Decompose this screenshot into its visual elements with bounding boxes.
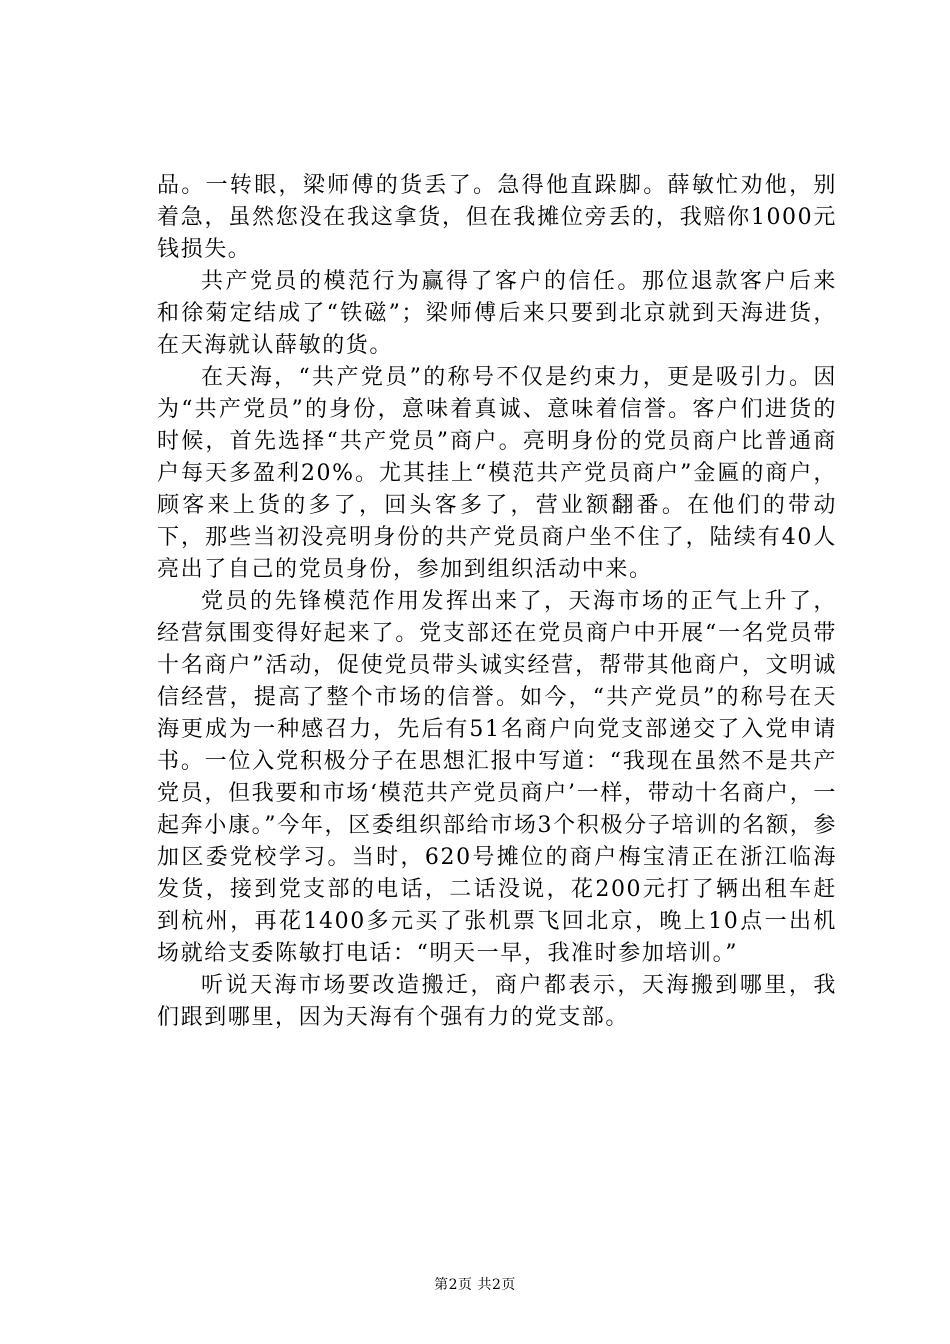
paragraph: 听说天海市场要改造搬迁，商户都表示，天海搬到哪里，我们跟到哪里，因为天海有个强有力的党支部。 (157, 973, 837, 1030)
paragraph: 共产党员的模范行为赢得了客户的信任。那位退款客户后来和徐菊定结成了“铁磁”；梁师傅后来只要到北京就到天海进货，在天海就认薛敏的货。 (157, 269, 837, 358)
paragraph: 党员的先锋模范作用发挥出来了，天海市场的正气上升了，经营氛围变得好起来了。党支部还在党员商户中开展“一名党员带十名商户”活动，促使党员带头诚实经营，帮带其他商户，文明诚信经营，提高了整个市场的信誉。如今，“共产党员”的称号在天海更成为一种感召力，先后有51名商户向党支部递交了入党申请书。一位入党积极分子在思想汇报中写道：“我现在虽然不是共产党员，但我要和市场‘模范共产党员商户’一样，带动十名商户，一起奔小康。”今年，区委组织部给市场3个积极分子培训的名额，参加区委党校学习。当时，620号摊位的商户梅宝清正在浙江临海发货，接到党支部的电话，二话没说，花200元打了辆出租车赶到杭州，再花1400多元买了张机票飞回北京，晚上10点一出机场就给支委陈敏打电话：“明天一早，我准时参加培训。” (157, 589, 837, 966)
page-footer: 第2页 共2页 (434, 1277, 516, 1293)
document-body (157, 170, 837, 1034)
paragraph: 在天海，“共产党员”的称号不仅是约束力，更是吸引力。因为“共产党员”的身份，意味着真诚、意味着信誉。客户们进货的时候，首先选择“共产党员”商户。亮明身份的党员商户比普通商户每天多盈利20%。尤其挂上“模范共产党员商户”金匾的商户，顾客来上货的多了，回头客多了，营业额翻番。在他们的带动下，那些当初没亮明身份的共产党员商户坐不住了，陆续有40人亮出了自己的党员身份，参加到组织活动中来。 (157, 365, 837, 582)
paragraph: 品。一转眼，梁师傅的货丢了。急得他直跺脚。薛敏忙劝他，别着急，虽然您没在我这拿货，但在我摊位旁丢的，我赔你1000元钱损失。 (157, 173, 837, 262)
